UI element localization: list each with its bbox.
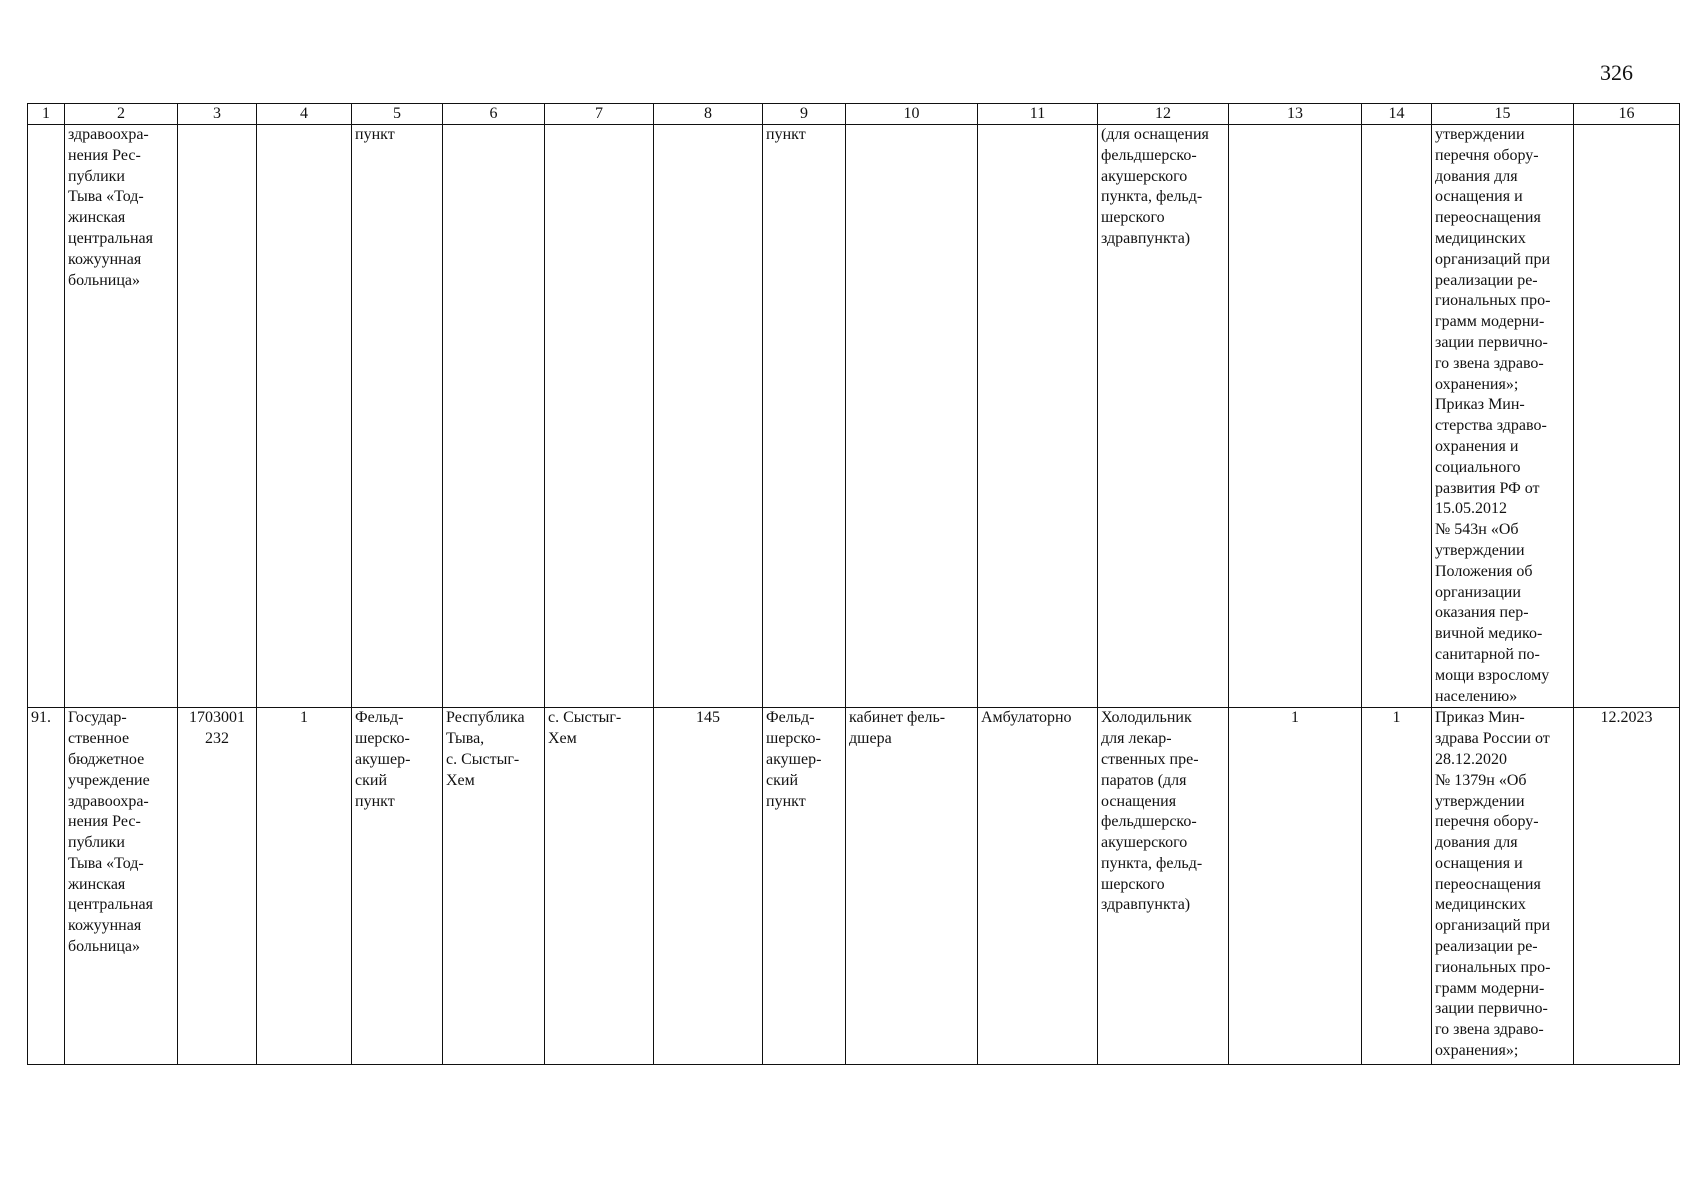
- col-header: 3: [178, 104, 257, 125]
- cell-text-line: стерства здраво-: [1435, 417, 1547, 435]
- cell-text-line: перечня обору-: [1435, 146, 1539, 164]
- cell-text-line: организаций при: [1435, 250, 1551, 268]
- cell-text-line: утверждении: [1435, 541, 1525, 559]
- cell-text-line: зации первично-: [1435, 1000, 1548, 1018]
- cell-text-line: центральная: [68, 896, 153, 914]
- cell-text-line: реализации ре-: [1435, 271, 1538, 289]
- cell-text-line: № 1379н «Об: [1435, 771, 1527, 789]
- cell-text-line: зации первично-: [1435, 333, 1548, 351]
- cell-text-line: акушер-: [355, 750, 411, 768]
- cell-quantity-required: [1362, 708, 1432, 1065]
- cell-text-line: бюджетное: [68, 750, 145, 768]
- cell-text-line: ский: [766, 771, 798, 789]
- col-header: 12: [1098, 104, 1229, 125]
- col-header: 10: [846, 104, 978, 125]
- cell-count: [257, 708, 352, 1065]
- cell-text-line: 1703001: [189, 709, 245, 727]
- cell-text-line: больница»: [68, 938, 140, 956]
- col-header: 1: [28, 104, 65, 125]
- cell-text-line: Государ-: [68, 709, 127, 727]
- col-header: 15: [1432, 104, 1574, 125]
- cell-text-line: Тыва «Тод-: [68, 188, 144, 206]
- cell-number: [28, 708, 65, 1065]
- col-header: 6: [443, 104, 545, 125]
- cell-text-line: шерского: [1101, 875, 1165, 893]
- cell-text-line: Тыва,: [446, 730, 485, 748]
- cell-population: [654, 708, 763, 1065]
- table-row: [28, 125, 1680, 708]
- cell-code: [178, 125, 257, 708]
- cell-unit-type: [352, 708, 443, 1065]
- cell-text-line: пункта, фельд-: [1101, 188, 1203, 206]
- cell-text-line: медицинских: [1435, 229, 1526, 247]
- cell-population: [654, 125, 763, 708]
- cell-text-line: охранения»;: [1435, 1042, 1519, 1060]
- cell-text-line: развития РФ от: [1435, 479, 1540, 497]
- cell-text-line: го звена здраво-: [1435, 1021, 1544, 1039]
- cell-address: [443, 125, 545, 708]
- cell-text-line: пункт: [355, 126, 395, 143]
- cell-text-line: паратов (для: [1101, 771, 1187, 789]
- cell-text-line: здравоохра-: [68, 126, 149, 143]
- cell-text-line: 12.2023: [1600, 709, 1653, 727]
- cell-text-line: здрава России от: [1435, 730, 1550, 748]
- cell-text-line: нения Рес-: [68, 813, 141, 831]
- cell-institution: [65, 708, 178, 1065]
- col-header: 9: [763, 104, 846, 125]
- cell-quantity-required: [1362, 125, 1432, 708]
- cell-text-line: ственных пре-: [1101, 750, 1199, 768]
- cell-text-line: населению»: [1435, 687, 1518, 705]
- cell-text-line: Приказ Мин-: [1435, 709, 1525, 727]
- cell-text-line: центральная: [68, 229, 153, 247]
- cell-text-line: пункт: [355, 792, 395, 810]
- cell-date: [1574, 125, 1680, 708]
- cell-date: [1574, 708, 1680, 1065]
- cell-settlement: [545, 125, 654, 708]
- cell-number: [28, 125, 65, 708]
- cell-text-line: для лекар-: [1101, 730, 1172, 748]
- cell-text-line: кабинет фель-: [849, 709, 946, 727]
- col-header: 11: [978, 104, 1098, 125]
- cell-institution: [65, 125, 178, 708]
- cell-text-line: пункта, фельд-: [1101, 854, 1203, 872]
- cell-text-line: реализации ре-: [1435, 938, 1538, 956]
- col-header: 8: [654, 104, 763, 125]
- cell-text-line: охранения»;: [1435, 375, 1519, 393]
- cell-text-line: нения Рес-: [68, 146, 141, 164]
- col-header: 4: [257, 104, 352, 125]
- cell-text-line: кожуунная: [68, 917, 142, 935]
- cell-text-line: мощи взрослому: [1435, 666, 1550, 684]
- cell-text-line: фельдшерско-: [1101, 146, 1197, 164]
- cell-text-line: ственное: [68, 730, 130, 748]
- cell-text-line: оказания пер-: [1435, 604, 1529, 622]
- cell-text-line: Хем: [548, 730, 577, 748]
- cell-address: [443, 708, 545, 1065]
- cell-room: [846, 125, 978, 708]
- cell-unit-type: [352, 125, 443, 708]
- cell-text-line: утверждении: [1435, 126, 1525, 143]
- cell-legal-basis: [1432, 708, 1574, 1065]
- cell-text-line: переоснащения: [1435, 209, 1541, 227]
- cell-text-line: оснащения: [1101, 792, 1177, 810]
- cell-text-line: дования для: [1435, 167, 1518, 185]
- cell-text-line: 145: [696, 709, 720, 727]
- cell-text-line: акушерского: [1101, 167, 1188, 185]
- cell-text-line: жинская: [68, 875, 126, 893]
- cell-text-line: дования для: [1435, 834, 1518, 852]
- cell-text-line: здравпункта): [1101, 229, 1191, 247]
- cell-text-line: Хем: [446, 771, 475, 789]
- cell-text-line: 1: [1392, 709, 1401, 727]
- cell-text-line: (для оснащения: [1101, 126, 1209, 143]
- cell-text-line: 1: [1291, 709, 1299, 727]
- cell-text-line: акушерского: [1101, 834, 1188, 852]
- cell-quantity: [1229, 125, 1362, 708]
- cell-text-line: Фельд-: [355, 709, 404, 727]
- cell-text-line: шерского: [1101, 209, 1165, 227]
- cell-quantity: [1229, 708, 1362, 1065]
- cell-text-line: 1: [300, 709, 308, 727]
- cell-text-line: акушер-: [766, 750, 822, 768]
- cell-text-line: 232: [205, 730, 229, 748]
- cell-text-line: пункт: [766, 792, 806, 810]
- cell-text-line: перечня обору-: [1435, 813, 1539, 831]
- cell-text-line: здравоохра-: [68, 792, 149, 810]
- cell-text-line: учреждение: [68, 771, 150, 789]
- cell-text-line: Фельд-: [766, 709, 815, 727]
- col-header: 13: [1229, 104, 1362, 125]
- cell-text-line: организаций при: [1435, 917, 1551, 935]
- cell-text-line: жинская: [68, 209, 126, 227]
- cell-text-line: № 543н «Об: [1435, 521, 1519, 539]
- cell-text-line: Холодильник: [1101, 709, 1192, 727]
- cell-text-line: охранения и: [1435, 437, 1519, 455]
- header-row: [28, 104, 1680, 125]
- cell-text-line: гиональных про-: [1435, 958, 1551, 976]
- cell-text-line: 15.05.2012: [1435, 500, 1507, 518]
- cell-text-line: 28.12.2020: [1435, 750, 1507, 768]
- cell-text-line: грамм модерни-: [1435, 979, 1545, 997]
- cell-settlement: [545, 708, 654, 1065]
- cell-text-line: гиональных про-: [1435, 292, 1551, 310]
- cell-text-line: медицинских: [1435, 896, 1526, 914]
- cell-text-line: больница»: [68, 271, 140, 289]
- equipment-table: [27, 103, 1680, 1065]
- cell-text-line: Приказ Мин-: [1435, 396, 1525, 414]
- table-row: [28, 708, 1680, 1065]
- cell-division: [763, 708, 846, 1065]
- col-header: 7: [545, 104, 654, 125]
- cell-text-line: Амбулаторно: [981, 709, 1072, 727]
- cell-text-line: шерско-: [766, 730, 821, 748]
- col-header: 14: [1362, 104, 1432, 125]
- cell-text-line: грамм модерни-: [1435, 313, 1545, 331]
- cell-text-line: Тыва «Тод-: [68, 854, 144, 872]
- cell-text-line: вичной медико-: [1435, 625, 1543, 643]
- cell-text-line: оснащения и: [1435, 188, 1523, 206]
- cell-text-line: с. Сыстыг-: [548, 709, 622, 727]
- cell-text-line: переоснащения: [1435, 875, 1541, 893]
- cell-text-line: публики: [68, 167, 125, 185]
- cell-legal-basis: [1432, 125, 1574, 708]
- cell-text-line: 91.: [31, 709, 51, 727]
- col-header: 5: [352, 104, 443, 125]
- cell-text-line: шерско-: [355, 730, 410, 748]
- cell-code: [178, 708, 257, 1065]
- cell-text-line: социального: [1435, 458, 1521, 476]
- cell-text-line: го звена здраво-: [1435, 354, 1544, 372]
- cell-text-line: оснащения и: [1435, 854, 1523, 872]
- cell-equipment: [1098, 125, 1229, 708]
- cell-division: [763, 125, 846, 708]
- col-header: 2: [65, 104, 178, 125]
- cell-count: [257, 125, 352, 708]
- cell-text-line: ский: [355, 771, 387, 789]
- cell-text-line: санитарной по-: [1435, 645, 1540, 663]
- cell-room: [846, 708, 978, 1065]
- cell-text-line: дшера: [849, 730, 892, 748]
- cell-text-line: Республика: [446, 709, 525, 727]
- cell-text-line: здравпункта): [1101, 896, 1191, 914]
- cell-text-line: публики: [68, 834, 125, 852]
- cell-equipment: [1098, 708, 1229, 1065]
- cell-text-line: с. Сыстыг-: [446, 750, 520, 768]
- cell-care-condition: [978, 125, 1098, 708]
- cell-text-line: утверждении: [1435, 792, 1525, 810]
- col-header: 16: [1574, 104, 1680, 125]
- cell-text-line: фельдшерско-: [1101, 813, 1197, 831]
- page-number: 326: [1600, 60, 1633, 85]
- cell-care-condition: [978, 708, 1098, 1065]
- cell-text-line: Положения об: [1435, 562, 1533, 580]
- cell-text-line: организации: [1435, 583, 1521, 601]
- cell-text-line: пункт: [766, 126, 806, 143]
- cell-text-line: кожуунная: [68, 250, 142, 268]
